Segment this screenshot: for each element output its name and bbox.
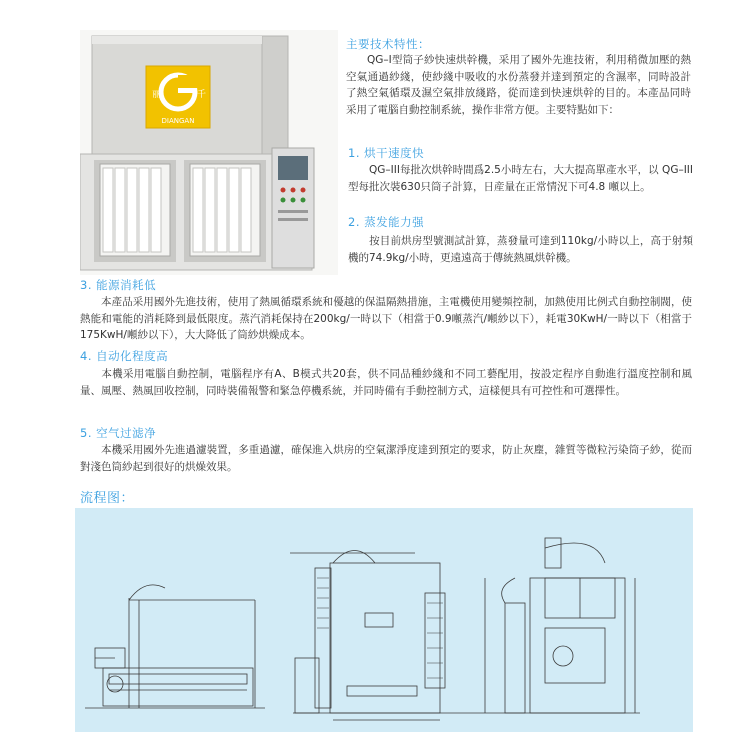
intro-paragraph bbox=[346, 52, 691, 118]
company-logo bbox=[146, 66, 210, 128]
left-view-drawing bbox=[85, 585, 265, 708]
section-paragraph-2 bbox=[348, 233, 693, 266]
section-paragraph-5 bbox=[80, 442, 692, 475]
section-heading-2: 2. 蒸发能力强 bbox=[348, 215, 425, 229]
section-text-1: QG–III每批次烘幹時間爲2.5小時左右，大大提高單產水平，以 QG–III型每批次裝630只筒子計算，日産量在正常情況下可4.8 噸以上。 bbox=[348, 164, 693, 193]
section-text-5: 本機采用國外先進過濾裝置，多重過濾，確保進入烘房的空氣潔淨度達到預定的要求，防止灰塵，雜質等微粒污染筒子紗，從而對淺色筒紗起到很好的烘燥效果。 bbox=[80, 444, 692, 473]
main-title: 主要技术特性： bbox=[346, 37, 430, 51]
logo-left-char: 丽 bbox=[152, 90, 162, 100]
section-text-4: 本機采用電腦自動控制，電腦程序有A、B模式共20套，供不同品種紗綫和不同工藝配用，按設定程序自動進行溫度控制和風量、風壓、熱風回收控制，同時裝備報警和緊急停機系統，并同時備有手動控制方式，這樣便具有可控性和可選擇性。 bbox=[80, 368, 692, 397]
flow-chart-title: 流程图： bbox=[80, 491, 135, 506]
section-text-2: 按目前烘房型號測試計算，蒸發量可達到110kg/小時以上，高于射頻機的74.9kg/小時，更遠遠高于傳統熱風烘幹機。 bbox=[348, 235, 693, 264]
section-paragraph-1 bbox=[348, 162, 693, 195]
section-paragraph-3 bbox=[80, 294, 692, 344]
flow-chart-drawing bbox=[75, 508, 693, 732]
section-paragraph-4 bbox=[80, 366, 692, 399]
logo-brand-text: DIANGAN bbox=[161, 117, 195, 125]
section-heading-1: 1. 烘干速度快 bbox=[348, 146, 425, 160]
section-heading-3: 3. 能源消耗低 bbox=[80, 278, 157, 292]
section-heading-4: 4. 自动化程度高 bbox=[80, 349, 169, 363]
logo-right-char: 千 bbox=[197, 90, 207, 100]
middle-view-drawing bbox=[290, 551, 485, 721]
intro-text: QG–I型筒子紗快速烘幹機，采用了國外先進技術，利用稍微加壓的熱空氣通過紗綫，使紗綫中吸收的水份蒸發并達到預定的含濕率，同時設計了熱空氣循環及濕空氣排放綫路，從而達到快速烘幹的目的。本產品同時采用了電腦自動控制系統，操作非常方便。主要特點如下： bbox=[346, 54, 691, 116]
section-heading-5: 5. 空气过滤净 bbox=[80, 426, 157, 440]
section-text-3: 本產品采用國外先進技術，使用了熱風循環系統和優越的保温隔熱措施，主電機使用變頻控制，加熱使用比例式自動控制閥，使熱能和電能的消耗降到最低限度。蒸汽消耗保持在200kg/一時以下（相當于0.9噸蒸汽/噸紗以下），耗電30KwH/一時以下（相當于175KwH/噸紗以下），大大降低了筒紗烘燥成本。 bbox=[80, 296, 692, 341]
right-view-drawing bbox=[485, 538, 640, 713]
machine-photo bbox=[80, 30, 338, 275]
